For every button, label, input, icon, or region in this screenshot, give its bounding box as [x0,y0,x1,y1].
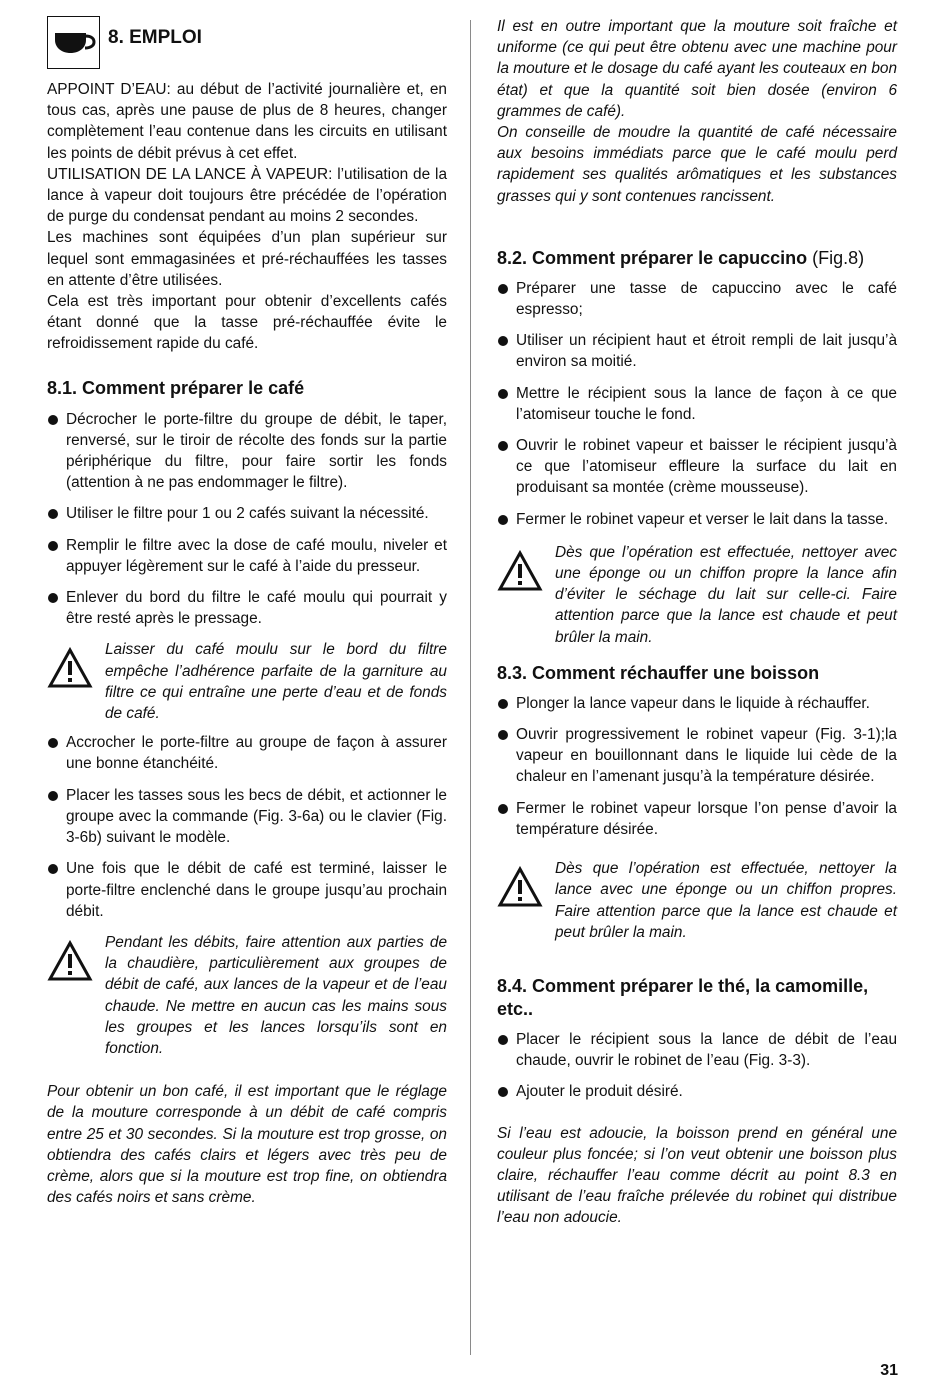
bullet-icon [498,441,508,451]
bullet-icon [498,515,508,525]
list-item: Enlever du bord du filtre le café moulu qui pourrait y être resté après le pressage. [47,587,447,629]
note-paragraph: Pour obtenir un bon café, il est important que le réglage de la mouture corresponde à un débit de café compris entre 25 et 30 secondes. Si la mouture est trop grosse, on obtiendra des cafés clairs et légers avec très peu de crème, alors que si la mouture est trop fine, on obtiendra des cafés noirs et sans crème. [47,1083,447,1207]
intro-paragraph: Les machines sont équipées d’un plan supérieur sur lequel sont emmagasinées et pré-réchauffées les tasses en attente d’être utilisées. [47,229,447,289]
bullet-icon [48,791,58,801]
list-item: Décrocher le porte-filtre du groupe de débit, le taper, renversé, sur le tiroir de récolte des fonds sur la partie périphérique du filtre, pour faire sortir les fonds (attention à ne pas endommager le filtre). [47,409,447,494]
bullet-list [497,278,897,530]
warning-triangle-icon [47,639,105,694]
bullet-list [47,409,447,630]
list-item: Utiliser le filtre pour 1 ou 2 cafés suivant la nécessité. [47,503,447,524]
list-item: Fermer le robinet vapeur lorsque l’on pense d’avoir la température désirée. [497,798,897,840]
warning-triangle-icon [47,932,105,987]
bullet-icon [498,1087,508,1097]
bullet-icon [48,541,58,551]
note-paragraph: Il est en outre important que la mouture soit fraîche et uniforme (ce qui peut être obtenu avec une machine pour la mouture et le dosage du café ayant les couteaux en bon état) et que la quantité soit bien dosée (environ 6 grammes de café). [497,18,897,120]
bullet-icon [498,336,508,346]
bullet-icon [48,593,58,603]
left-column [47,16,447,1208]
subsection-title-8-2: 8.2. Comment préparer le capuccino (Fig.8) [497,247,865,268]
bullet-icon [48,738,58,748]
list-item: Utiliser un récipient haut et étroit rempli de lait jusqu’à environ sa moitié. [497,330,897,372]
list-item: Ouvrir le robinet vapeur et baisser le récipient jusqu’à ce que l’atomiseur effleure la surface du lait en produisant sa montée (crème mousseuse). [497,435,897,499]
list-item: Une fois que le débit de café est terminé, laisser le porte-filtre enclenché dans le groupe jusqu’au prochain débit. [47,858,447,922]
list-item: Mettre le récipient sous la lance de façon à ce que l’atomiseur touche le fond. [497,383,897,425]
list-item: Préparer une tasse de capuccino avec le café espresso; [497,278,897,320]
page-number: 31 [880,1362,898,1379]
bullet-icon [498,389,508,399]
list-item: Ouvrir progressivement le robinet vapeur (Fig. 3-1);la vapeur en bouillonnant dans le liquide lui cède de la chaleur en l’amenant jusqu’à la température désirée. [497,724,897,788]
bullet-icon [48,864,58,874]
bullet-icon [48,415,58,425]
coffee-cup-icon [47,16,100,69]
bullet-list [47,732,447,922]
list-item: Placer le récipient sous la lance de débit de l’eau chaude, ouvrir le robinet de l’eau (Fig. 3-3). [497,1029,897,1071]
bullet-icon [498,1035,508,1045]
note-paragraph: On conseille de moudre la quantité de café nécessaire aux besoins immédiats parce que le café moulu perd rapidement ses qualités arômatiques et les substances grasses qui y sont contenues rancissent. [497,124,897,205]
subsection-title-8-3: 8.3. Comment réchauffer une boisson [497,662,820,683]
bullet-icon [498,284,508,294]
column-divider [470,20,471,1355]
note-paragraph: Si l’eau est adoucie, la boisson prend en général une couleur plus foncée; si l’on veut obtenir une boisson plus claire, réchauffer l’eau comme décrit au point 8.3 en utilisant de l’eau fraîche prélevée du robinet qui distribue l’eau non adoucie. [497,1124,897,1227]
warning-triangle-icon [497,542,555,597]
section-header [47,16,447,69]
intro-paragraph: Cela est très important pour obtenir d’excellents cafés étant donné que la tasse pré-réchauffée évite le refroidissement rapide du café. [47,293,447,353]
bullet-list [497,1029,897,1103]
intro-paragraph: UTILISATION DE LA LANCE À VAPEUR: l’utilisation de la lance à vapeur doit toujours être précédée de l’opération de purge du condensat pendant au moins 2 secondes. [47,165,447,226]
warning-note: Dès que l’opération est effectuée, nettoyer avec une éponge ou un chiffon propre la lance afin d’éviter le séchage du lait sur celle-ci. Faire attention parce que la lance est chaude et peut brûler la main. [497,542,897,648]
bullet-icon [498,730,508,740]
subsection-title-8-4: 8.4. Comment préparer le thé, la camomille, etc.. [497,975,869,1019]
bullet-icon [48,509,58,519]
intro-paragraph: APPOINT D’EAU: au début de l’activité journalière et, en tous cas, après une pause de plus de 8 heures, changer complètement l’eau contenue dans les circuits en utilisant les points de débit prévus à cet effet. [47,81,447,162]
list-item: Fermer le robinet vapeur et verser le lait dans la tasse. [497,509,897,530]
list-item: Accrocher le porte-filtre au groupe de façon à assurer une bonne étanchéité. [47,732,447,774]
list-item: Ajouter le produit désiré. [497,1081,897,1102]
warning-note: Dès que l’opération est effectuée, nettoyer la lance avec une éponge ou un chiffon propres. Faire attention parce que la lance est chaude et peut brûler la main. [497,858,897,943]
list-item: Placer les tasses sous les becs de débit, et actionner le groupe avec la commande (Fig. 3-6a) ou le clavier (Fig. 3-6b) suivant le modèle. [47,785,447,849]
list-item: Remplir le filtre avec la dose de café moulu, niveler et appuyer légèrement sur le café à l’aide du presseur. [47,535,447,577]
bullet-list [497,693,897,840]
section-title: 8. EMPLOI [108,26,202,48]
right-column [497,16,897,1229]
list-item: Plonger la lance vapeur dans le liquide à réchauffer. [497,693,897,714]
bullet-icon [498,699,508,709]
bullet-icon [498,804,508,814]
warning-note: Laisser du café moulu sur le bord du filtre empêche l’adhérence parfaite de la garniture au filtre ce qui entraîne une perte d’eau et de fonds de café. [47,639,447,724]
warning-triangle-icon [497,858,555,913]
warning-note: Pendant les débits, faire attention aux parties de la chaudière, particulièrement aux groupes de débit de café, aux lances de la vapeur et de l’eau chaude. Ne mettre en aucun cas les mains sous les groupes et les lances lorsqu’ils sont en fonction. [47,932,447,1059]
subsection-title-8-1: 8.1. Comment préparer le café [47,377,305,398]
